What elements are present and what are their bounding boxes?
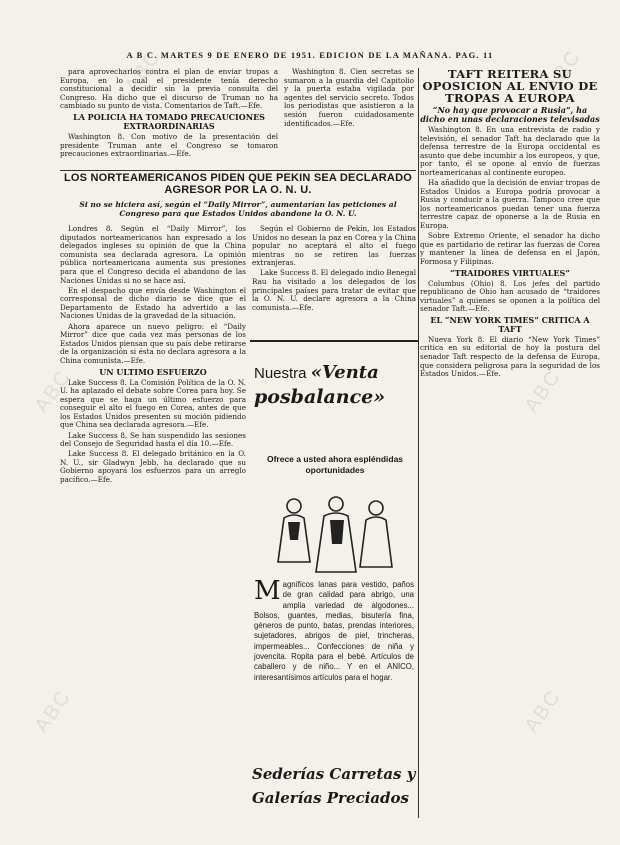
ad-dropcap: M (254, 576, 281, 606)
advertisement (250, 340, 418, 822)
ad-title-venta: «Venta (310, 362, 379, 383)
ad-title-posbalance: posbalance» (254, 386, 386, 408)
traidores-headline: “TRAIDORES VIRTUALES” (450, 267, 570, 278)
article-headline: LA POLICIA HA TOMADO PRECAUCIONES EXTRAORDINARIAS (73, 111, 265, 131)
article-text: Washington 8. Cien secretas se sumaron a la guardia del Capitolio y la puerta estaba vigilada por agentes del servicio secreto. Todos los periodistas que asistieron a la sesión fueron cuidadosamente identificados.—Efe. (284, 67, 414, 128)
left-column-lower (60, 225, 246, 486)
taft-subheadline: “No hay que provocar a Rusia”, ha dicho en unas declaraciones televisadas (420, 105, 600, 124)
watermark: ABC (30, 365, 76, 417)
article-text: Lake Success 8. El delegado británico en la O. N. U., sir Gladwyn Jebb, ha declarado que su Gobierno apoyará los esfuerzos para un arreglo pacífico.—Efe. (60, 449, 246, 485)
article-text: para aprovecharlos contra el plan de enviar tropas a Europa, en lo cual el presidente tenía derecho constitucional a decidir sin la previa consulta del Congreso. Ha dicho que el discurso de Truman no ha cambiado su punto de vista. Comentarios de Taft.—Efe. (60, 67, 278, 111)
article-text: Columbus (Ohio) 8. Los jefes del partido republicano de Ohio han acusado de “traidores virtuales” a quienes se oponen a la política del senador Taft.—Efe. (420, 278, 600, 314)
main-headline: LOS NORTEAMERICANOS PIDEN QUE PEKIN SEA DECLARADO AGRESOR POR LA O. N. U. (64, 172, 412, 196)
article-text: Nueva York 8. El diario “New York Times” critica en su editorial de hoy la postura del senador Taft respecto de la defensa de Europa, que considera peligrosa para la seguridad de los Estados Unidos.—Efe. (420, 334, 600, 379)
ad-offer: Ofrece a usted ahora espléndidas oportunidades (266, 454, 404, 475)
left-column-top (60, 68, 278, 160)
article-text: Washington 8. Con motivo de la presentación del presidente Truman ante el Congreso se tomaron precauciones extraordinarias.—Efe. (60, 131, 278, 159)
article-text: Washington 8. En una entrevista de radio y televisión, el senador Taft ha declarado que la defensa terrestre de la Europa occidental es asunto que debe incumbir a los europeos, y que, por tanto, él se opone al envío de fuerzas norteamericanas al continente europeo. (420, 125, 600, 177)
article-text: Ahora aparece un nuevo peligro: el “Daily Mirror” dice que cada vez más personas de los Estados Unidos piensan que su país debe retirarse de la organización si ésta no declara agresora a la China comunista.—Efe. (60, 321, 246, 365)
watermark: ABC (520, 685, 566, 737)
ad-illustration (264, 492, 404, 582)
article-text: Londres 8. Según el “Daily Mirror”, los diputados norteamericanos han expresado a los delegados ingleses su opinión de que la China comunista sea declarada agresora. La opinión pública norteamericana aumenta sus presiones para que el Congreso decida el abandono de las Naciones Unidas si no se hace así. (60, 224, 246, 285)
ultimo-esfuerzo-headline: UN ULTIMO ESFUERZO (99, 366, 207, 377)
column-divider (418, 68, 419, 818)
main-subheadline: Si no se hiciera así, según el “Daily Mirror”, aumentarían las peticiones al Congreso para que Estados Unidos abandone la O. N. U. (79, 200, 397, 218)
right-column (420, 68, 600, 380)
watermark: ABC (120, 45, 166, 97)
ad-brand-line-1: Sederías Carretas y (252, 765, 416, 783)
nyt-headline: EL “NEW YORK TIMES” CRITICA A TAFT (430, 314, 590, 334)
article-text: En el despacho que envía desde Washington el corresponsal de dicho diario se dice que el Departamento de Estado ha advertido a las Naciones Unidas de la gravedad de la situación. (60, 285, 246, 321)
article-text: Según el Gobierno de Pekín, los Estados Unidos no desean la paz en Corea y la China popular no aceptará el alto el fuego mientras no se retiren las fuerzas extranjeras. (252, 224, 416, 268)
ad-title (254, 362, 379, 383)
ad-title-nuestra: Nuestra (254, 365, 307, 382)
watermark: ABC (520, 365, 566, 417)
page-header: A B C. MARTES 9 DE ENERO DE 1951. EDICION DE LA MAÑANA. PAG. 11 (126, 50, 494, 60)
ad-body (254, 576, 414, 683)
article-text: Sobre Extremo Oriente, el senador ha dicho que es partidario de retirar las fuerzas de Corea y mantener la línea de defensa en el Japón, Formosa y Filipinas. (420, 231, 600, 266)
spanning-rule (60, 170, 416, 171)
article-text: Lake Success 8. Se han suspendido las sesiones del Consejo de Seguridad hasta el día 10.—Efe. (60, 430, 246, 449)
article-text: Lake Success 8. La Comisión Política de la O. N. U. ha aplazado el debate sobre Corea para hoy. Se espera que se haga un último esfuerzo para conseguir el alto el fuego en Corea, antes de que los Estados Unidos presenten su moción pidiendo que China sea declarada agresora.—Efe. (60, 377, 246, 430)
taft-headline: TAFT REITERA SU OPOSICION AL ENVIO DE TROPAS A EUROPA (422, 67, 598, 105)
ad-body-text: agníficos lanas para vestido, paños de gran calidad para abrigo, una amplia variedad de algodones... Bolsos, guantes, medias, bisutería fina, géneros de punto, batas, prendas interiores, sujetadores, abrigos de piel, trincheras, impermeables... Confecciones de niña y jovencita. Ropita para el bebé. Artículos de caballero y de niño... Y en el ANICO, interesantísimos artículos para el hogar. (254, 580, 414, 682)
ad-brand-line-2: Galerías Preciados (252, 789, 409, 807)
article-text: Ha añadido que la decisión de enviar tropas de Estados Unidos a Europa podría provocar a Rusia y conducir a la guerra. Tampoco cree que los norteamericanos puedan tener una fuerza terrestre capaz de oponerse a la de Rusia en Europa. (420, 178, 600, 231)
watermark: ABC (540, 45, 586, 97)
article-text: Lake Success 8. El delegado indio Benegal Rau ha visitado a los delegados de los principales países para tratar de evitar que la O. N. U. declare agresora a la China comunista.—Efe. (252, 268, 416, 312)
middle-column-lower (252, 225, 416, 314)
watermark: ABC (30, 685, 76, 737)
middle-column-top (284, 68, 414, 130)
ad-brand (252, 762, 418, 810)
